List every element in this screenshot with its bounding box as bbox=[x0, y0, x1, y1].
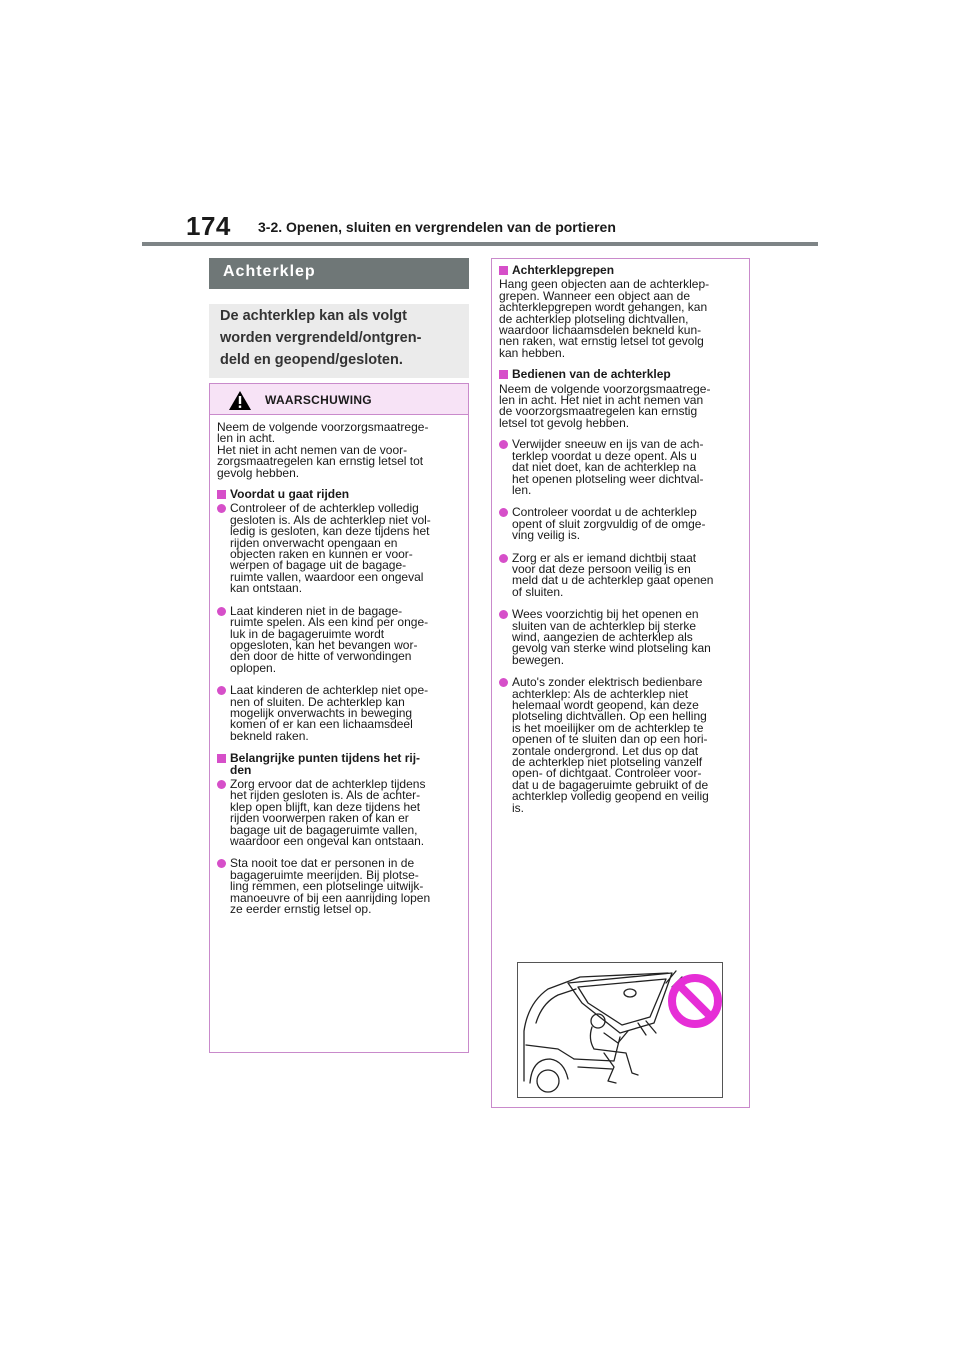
square-bullet-icon bbox=[217, 490, 226, 499]
text-line: kan ontstaan. bbox=[230, 581, 303, 596]
tailgate-illustration bbox=[517, 962, 723, 1098]
text-line: is. bbox=[512, 800, 524, 815]
text-line: waardoor een ongeval kan ontstaan. bbox=[230, 834, 425, 848]
text-line: de achterklep plotseling dichtvallen, bbox=[499, 311, 689, 326]
text-line: len in acht. Het niet in acht nemen van bbox=[499, 393, 704, 408]
text-line: Auto's zonder elektrisch bedienbare bbox=[512, 675, 703, 690]
intro-line: De achterklep kan als volgt bbox=[220, 308, 407, 324]
text-line: grepen. Wanneer een object aan de bbox=[499, 288, 691, 303]
text-line: voor dat deze persoon veilig is en bbox=[512, 561, 691, 576]
warning-panel-right bbox=[491, 258, 750, 1108]
text-line: nen of sluiten. De achterklep kan bbox=[230, 694, 405, 709]
text-line: Neem de volgende voorzorgsmaatrege- bbox=[217, 420, 429, 434]
round-bullet-icon bbox=[217, 504, 226, 513]
text-line: bagage uit de bagageruimte vallen, bbox=[230, 822, 418, 837]
text-line: ledig is gesloten, kan deze tijdens het bbox=[230, 524, 430, 539]
chapter-title: 3-2. Openen, sluiten en vergrendelen van de portieren bbox=[258, 219, 616, 235]
warning-body bbox=[217, 422, 462, 926]
text-line: Controleer voordat u de achterklep bbox=[512, 505, 697, 520]
text-line: gesloten is. Als de achterklep niet vol- bbox=[230, 512, 431, 527]
text-line: Het niet in acht nemen van de voor- bbox=[217, 442, 408, 457]
text-line: is het moeilijker om de achterklep te bbox=[512, 720, 704, 735]
subheading-operating bbox=[499, 369, 743, 380]
list-item bbox=[499, 507, 743, 541]
text-line: open- of dichtgaat. Controleer voor- bbox=[512, 766, 702, 781]
text-line: dat niet doet, kan de achterklep na bbox=[512, 460, 697, 475]
text-line: bewegen. bbox=[512, 652, 565, 667]
text-line: openen of te sluiten dan op een hori- bbox=[512, 732, 708, 747]
list-item bbox=[499, 677, 743, 814]
prohibition-icon bbox=[672, 978, 718, 1024]
text-line: len in acht. bbox=[217, 431, 276, 446]
heading-text: Achterklepgrepen bbox=[512, 263, 615, 277]
heading-text: Belangrijke punten tijdens het rij- bbox=[230, 751, 421, 766]
text-line: kan hebben. bbox=[499, 345, 566, 360]
text-line: waardoor lichaamsdelen bekneld kun- bbox=[499, 323, 702, 338]
text-line: letsel tot gevolg hebben. bbox=[499, 415, 630, 430]
text-line: manoeuvre of bij een aanrijding lopen bbox=[230, 890, 431, 905]
text-line: bekneld raken. bbox=[230, 728, 309, 743]
text-line: mogelijk onverwachts in beweging bbox=[230, 705, 413, 720]
intro-line: deld en geopend/gesloten. bbox=[220, 352, 403, 368]
text-line: ling remmen, een plotselinge uitwijk- bbox=[230, 879, 424, 894]
warning-label: WAARSCHUWING bbox=[265, 393, 372, 407]
text-line: Hang geen objecten aan de achterklep- bbox=[499, 277, 710, 292]
text-line: Laat kinderen niet in de bagage- bbox=[230, 603, 403, 618]
text-line: ze eerder ernstig letsel op. bbox=[230, 902, 372, 917]
text-line: luk in de bagageruimte wordt bbox=[230, 626, 385, 641]
text-line: terklep voordat u deze opent. Als u bbox=[512, 448, 697, 463]
text-line: plotseling dichtvallen. Op een helling bbox=[512, 709, 707, 724]
text-line: gevolg van sterke wind plotseling kan bbox=[512, 641, 711, 656]
warning-triangle-icon bbox=[228, 390, 252, 411]
list-item bbox=[217, 685, 462, 742]
text-line: dat u de bagageruimte gebruikt of de bbox=[512, 777, 709, 792]
text-line: of sluiten. bbox=[512, 584, 564, 599]
section-title: Achterklep bbox=[209, 258, 469, 289]
text-line: Neem de volgende voorzorgsmaatrege- bbox=[499, 381, 711, 396]
car-tailgate-illustration bbox=[518, 963, 722, 1097]
round-bullet-icon bbox=[499, 678, 508, 687]
text-line: meld dat u de achterklep gaat openen bbox=[512, 573, 714, 588]
list-item bbox=[499, 439, 743, 496]
round-bullet-icon bbox=[499, 610, 508, 619]
text-line: Zorg er als er iemand dichtbij staat bbox=[512, 550, 697, 565]
warning-body-continued bbox=[499, 265, 743, 825]
operating-text bbox=[499, 381, 743, 430]
subheading-important-points bbox=[217, 753, 462, 776]
warning-header bbox=[210, 384, 468, 415]
header-divider bbox=[142, 242, 818, 246]
text-line: Wees voorzichtig bij het openen en bbox=[512, 607, 699, 622]
text-line: werpen of bagage uit de bagage- bbox=[230, 558, 407, 573]
text-line: rijden voorwerpen raken of kan er bbox=[230, 811, 409, 826]
text-line: rijden onverwacht opengaan en bbox=[230, 535, 398, 550]
text-line: klep open blijft, kan deze tijdens het bbox=[230, 799, 421, 814]
page-number: 174 bbox=[186, 211, 231, 241]
text-line: opent of sluit zorgvuldig of de omge- bbox=[512, 516, 706, 531]
text-line: achterklepgrepen wordt gehangen, kan bbox=[499, 300, 708, 315]
text-line: komen of er kan een lichaamsdeel bbox=[230, 717, 413, 732]
square-bullet-icon bbox=[499, 266, 508, 275]
list-item bbox=[499, 609, 743, 666]
round-bullet-icon bbox=[217, 607, 226, 616]
text-line: ving veilig is. bbox=[512, 528, 581, 543]
heading-text: Bedienen van de achterklep bbox=[512, 367, 671, 382]
text-line: helemaal wordt geopend, kan deze bbox=[512, 698, 699, 712]
round-bullet-icon bbox=[217, 780, 226, 789]
text-line: wind, aangezien de achterklep als bbox=[512, 629, 693, 644]
text-line: Verwijder sneeuw en ijs van de ach- bbox=[512, 437, 704, 452]
subheading-before-driving bbox=[217, 489, 462, 500]
text-line: gevolg hebben. bbox=[217, 465, 300, 480]
round-bullet-icon bbox=[499, 554, 508, 563]
text-line: zorgsmaatregelen kan ernstig letsel tot bbox=[217, 454, 424, 469]
square-bullet-icon bbox=[217, 754, 226, 763]
text-line: bagageruimte meerijden. Bij plotse- bbox=[230, 867, 419, 882]
text-line: den door de hitte of verwondingen bbox=[230, 649, 412, 664]
list-item bbox=[217, 858, 462, 915]
warning-panel-left bbox=[209, 383, 469, 1053]
list-item bbox=[499, 550, 743, 599]
list-item bbox=[217, 776, 462, 848]
round-bullet-icon bbox=[499, 508, 508, 517]
section-intro bbox=[209, 304, 469, 378]
text-line: de voorzorgsmaatregelen kan ernstig bbox=[499, 404, 698, 419]
text-line: achterklep volledig geopend en veilig bbox=[512, 789, 709, 804]
text-line: zontale ondergrond. Let dus op dat bbox=[512, 743, 699, 758]
round-bullet-icon bbox=[499, 440, 508, 449]
text-line: het rijden gesloten is. Als de achter- bbox=[230, 788, 421, 803]
text-line: Controleer of de achterklep volledig bbox=[230, 501, 419, 516]
handles-text bbox=[499, 279, 743, 359]
text-line: nen raken, wat ernstig letsel tot gevolg bbox=[499, 334, 704, 349]
round-bullet-icon bbox=[217, 686, 226, 695]
heading-text: Voordat u gaat rijden bbox=[230, 487, 350, 502]
subheading-handles bbox=[499, 265, 743, 276]
text-line: ruimte spelen. Als een kind per onge- bbox=[230, 615, 429, 630]
text-line: opgesloten, kan het bevangen wor- bbox=[230, 637, 418, 652]
text-line: Sta nooit toe dat er personen in de bbox=[230, 856, 415, 871]
warning-intro bbox=[217, 422, 462, 479]
list-item bbox=[217, 503, 462, 594]
text-line: het openen plotseling weer dichtval- bbox=[512, 471, 704, 486]
heading-text: den bbox=[230, 762, 252, 777]
round-bullet-icon bbox=[217, 859, 226, 868]
text-line: achterklep: Als de achterklep niet bbox=[512, 686, 689, 701]
square-bullet-icon bbox=[499, 370, 508, 379]
list-item bbox=[217, 603, 462, 675]
text-line: de achterklep niet plotseling vanzelf bbox=[512, 755, 703, 770]
text-line: oplopen. bbox=[230, 660, 277, 675]
text-line: Zorg ervoor dat de achterklep tijdens bbox=[230, 776, 426, 791]
intro-line: worden vergrendeld/ontgren- bbox=[220, 330, 422, 346]
text-line: sluiten van de achterklep bij sterke bbox=[512, 618, 697, 633]
text-line: Laat kinderen de achterklep niet ope- bbox=[230, 683, 429, 698]
text-line: ruimte vallen, waardoor een ongeval bbox=[230, 569, 424, 584]
text-line: len. bbox=[512, 482, 532, 497]
text-line: objecten raken en kunnen er voor- bbox=[230, 547, 413, 562]
